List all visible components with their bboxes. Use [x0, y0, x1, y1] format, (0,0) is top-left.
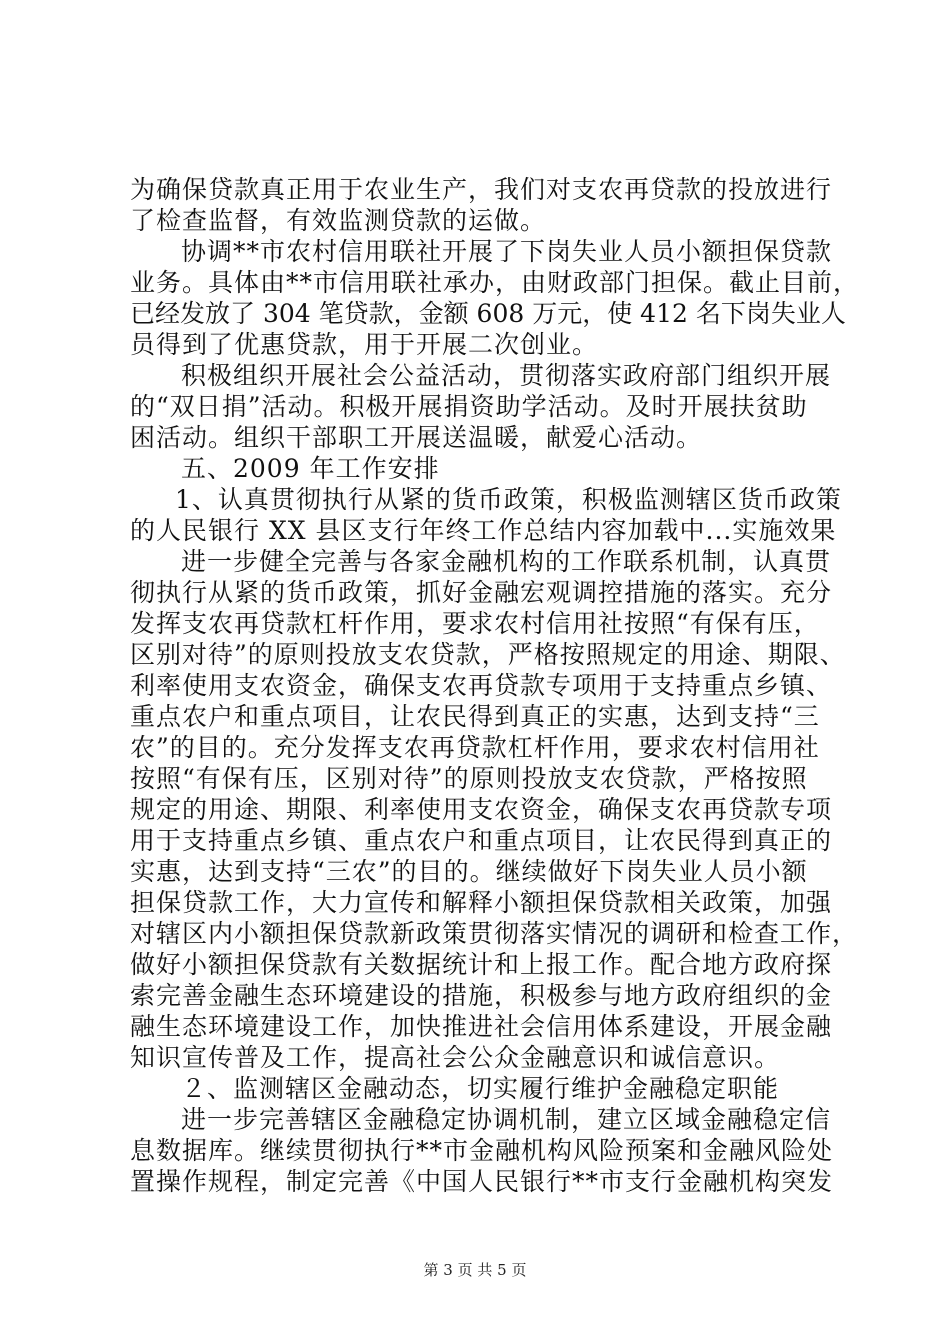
text-line: 知识宣传普及工作，提高社会公众金融意识和诚信意识。 — [130, 1043, 781, 1072]
text-line: 为确保贷款真正用于农业生产，我们对支农再贷款的投放进行 — [130, 175, 833, 204]
text-line: 规定的用途、期限、利率使用支农资金，确保支农再贷款专项 — [130, 795, 833, 824]
text-line: 了检查监督，有效监测贷款的运做。 — [130, 206, 547, 235]
text-line: 息数据库。继续贯彻执行**市金融机构风险预案和金融风险处 — [130, 1136, 834, 1165]
text-line: 积极组织开展社会公益活动，贯彻落实政府部门组织开展 — [181, 361, 832, 390]
text-line: 已经发放了 304 笔贷款，金额 608 万元，使 412 名下岗失业人 — [130, 299, 846, 328]
text-line: 发挥支农再贷款杠杆作用，要求农村信用社按照“有保有压， — [130, 609, 820, 638]
text-line: 困活动。组织干部职工开展送温暖，献爱心活动。 — [130, 423, 703, 452]
text-line: 的“双日捐”活动。积极开展捐资助学活动。及时开展扶贫助 — [130, 392, 808, 421]
text-line: 实惠，达到支持“三农”的目的。继续做好下岗失业人员小额 — [130, 857, 808, 886]
subsection-heading: 1、认真贯彻执行从紧的货币政策，积极监测辖区货币政策 — [175, 485, 842, 514]
text-line: 融生态环境建设工作，加快推进社会信用体系建设，开展金融 — [130, 1012, 833, 1041]
text-line: 置操作规程，制定完善《中国人民银行**市支行金融机构突发 — [130, 1167, 834, 1196]
text-line: 重点农户和重点项目，让农民得到真正的实惠，达到支持“三 — [130, 702, 820, 731]
subsection-heading: ２、监测辖区金融动态，切实履行维护金融稳定职能 — [181, 1074, 780, 1103]
text-line: 对辖区内小额担保贷款新政策贯彻落实情况的调研和检查工作， — [130, 919, 859, 948]
text-line: 进一步完善辖区金融稳定协调机制，建立区域金融稳定信 — [181, 1105, 832, 1134]
text-line: 担保贷款工作，大力宣传和解释小额担保贷款相关政策，加强 — [130, 888, 833, 917]
text-line: 彻执行从紧的货币政策，抓好金融宏观调控措施的落实。充分 — [130, 578, 833, 607]
text-line: 做好小额担保贷款有关数据统计和上报工作。配合地方政府探 — [130, 950, 833, 979]
text-line: 员得到了优惠贷款，用于开展二次创业。 — [130, 330, 599, 359]
text-line: 区别对待”的原则投放支农贷款，严格按照规定的用途、期限、 — [130, 640, 846, 669]
text-line: 按照“有保有压，区别对待”的原则投放支农贷款，严格按照 — [130, 764, 808, 793]
page-footer: 第 3 页 共 5 页 — [423, 1261, 527, 1279]
text-line: 业务。具体由**市信用联社承办，由财政部门担保。截止目前， — [130, 268, 860, 297]
text-line: 利率使用支农资金，确保支农再贷款专项用于支持重点乡镇、 — [130, 671, 833, 700]
section-heading: 五、2009 年工作安排 — [181, 454, 440, 483]
text-line: 的人民银行 XX 县区支行年终工作总结内容加载中...实施效果 — [130, 516, 837, 545]
text-line: 用于支持重点乡镇、重点农户和重点项目，让农民得到真正的 — [130, 826, 833, 855]
text-line: 索完善金融生态环境建设的措施，积极参与地方政府组织的金 — [130, 981, 833, 1010]
text-line: 进一步健全完善与各家金融机构的工作联系机制，认真贯 — [181, 547, 832, 576]
text-line: 协调**市农村信用联社开展了下岗失业人员小额担保贷款 — [181, 237, 833, 266]
text-line: 农”的目的。充分发挥支农再贷款杠杆作用，要求农村信用社 — [130, 733, 820, 762]
